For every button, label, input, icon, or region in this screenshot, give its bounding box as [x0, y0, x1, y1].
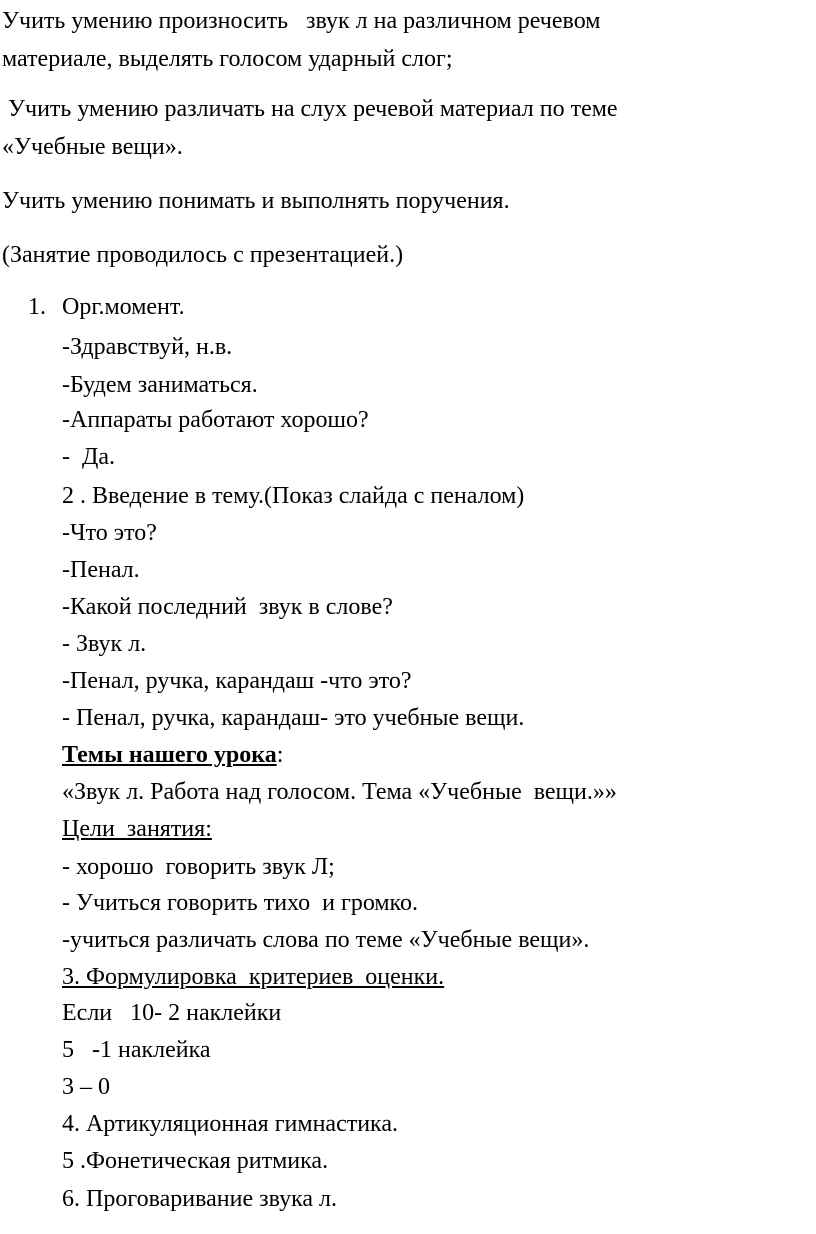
step-item: 4. Артикуляционная гимнастика.	[62, 1111, 398, 1137]
topic-text: «Звук л. Работа над голосом. Тема «Учебные вещи.»»	[62, 779, 617, 805]
criteria-item: Если 10- 2 наклейки	[62, 1000, 282, 1026]
list-line: -Какой последний звук в слове?	[62, 594, 393, 620]
goal-item: - Учиться говорить тихо и громко.	[62, 890, 418, 916]
list-line: - Звук л.	[62, 631, 147, 657]
intro-paragraph-4: (Занятие проводилось с презентацией.)	[2, 242, 404, 268]
goals-heading: Цели занятия:	[62, 816, 212, 842]
intro-paragraph-1-line-2: материале, выделять голосом ударный слог;	[2, 46, 453, 72]
list-line: -Аппараты работают хорошо?	[62, 407, 369, 433]
list-line: Орг.момент.	[62, 294, 185, 320]
step-item: 5 .Фонетическая ритмика.	[62, 1148, 329, 1174]
list-line: - Да.	[62, 444, 116, 470]
goal-item: - хорошо говорить звук Л;	[62, 854, 335, 880]
intro-paragraph-2-line-1: Учить умению различать на слух речевой материал по теме	[2, 96, 618, 122]
list-number: 1.	[28, 294, 46, 320]
list-line: 2 . Введение в тему.(Показ слайда с пеналом)	[62, 483, 525, 509]
intro-paragraph-3: Учить умению понимать и выполнять поручения.	[2, 188, 510, 214]
list-line: -Здравствуй, н.в.	[62, 334, 233, 360]
list-line: -Что это?	[62, 520, 157, 546]
topics-heading: Темы нашего урока	[62, 742, 277, 768]
list-line: -Будем заниматься.	[62, 372, 258, 398]
step-item: 6. Проговаривание звука л.	[62, 1186, 338, 1212]
list-line: -Пенал, ручка, карандаш -что это?	[62, 668, 412, 694]
topics-heading-line	[62, 740, 283, 770]
topics-heading-colon: :	[276, 742, 284, 768]
criteria-heading: 3. Формулировка критериев оценки.	[62, 964, 445, 990]
list-line: -Пенал.	[62, 557, 140, 583]
criteria-item: 3 – 0	[62, 1074, 110, 1100]
list-line: - Пенал, ручка, карандаш- это учебные вещи.	[62, 705, 525, 731]
intro-paragraph-1-line-1: Учить умению произносить звук л на различном речевом	[2, 8, 601, 34]
intro-paragraph-2-line-2: «Учебные вещи».	[2, 134, 183, 160]
goal-item: -учиться различать слова по теме «Учебные вещи».	[62, 927, 590, 953]
criteria-item: 5 -1 наклейка	[62, 1037, 211, 1063]
